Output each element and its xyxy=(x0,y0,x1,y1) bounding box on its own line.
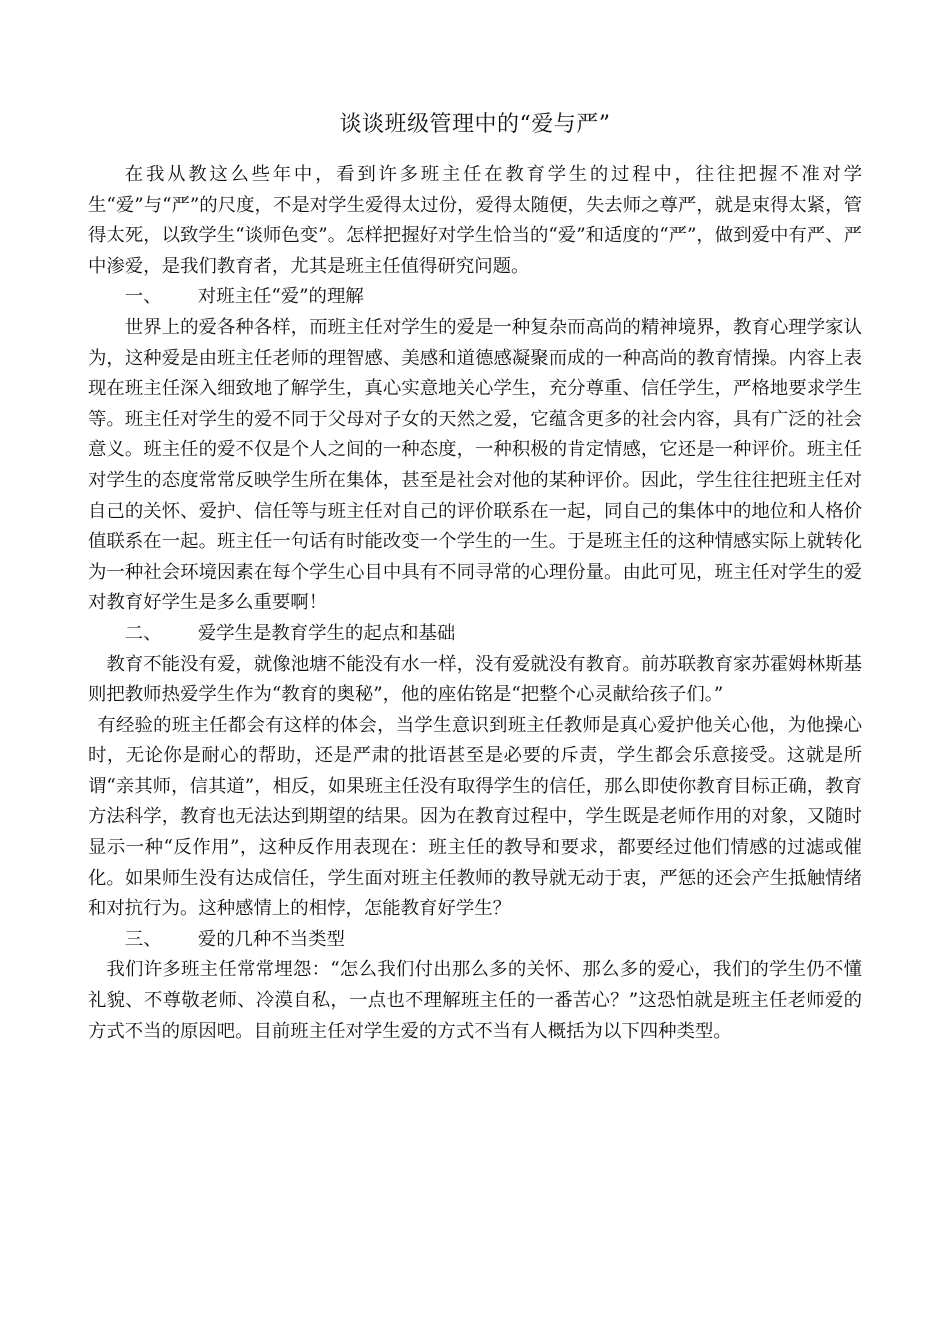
section-title-3: 爱的几种不当类型 xyxy=(197,928,345,950)
section-3-paragraph: 我们许多班主任常常埋怨：“怎么我们付出那么多的关怀、那么多的爱心，我们的学生仍不懂礼貌、不尊敬老师、冷漠自私，一点也不理解班主任的一番苦心？”这恐怕就是班主任老师爱的方式不当的原因吧。目前班主任对学生爱的方式不当有人概括为以下四种类型。 xyxy=(88,959,862,1042)
document-body xyxy=(88,160,862,1047)
section-2-paragraph-1: 教育不能没有爱，就像池塘不能没有水一样，没有爱就没有教育。前苏联教育家苏霍姆林斯基则把教师热爱学生作为“教育的奥秘”，他的座佑铭是“把整个心灵献给孩子们。” xyxy=(88,653,862,706)
document-title: 谈谈班级管理中的“爱与严” xyxy=(339,112,611,137)
section-2-paragraph-2: 有经验的班主任都会有这样的体会，当学生意识到班主任教师是真心爱护他关心他，为他操心时，无论你是耐心的帮助，还是严肃的批语甚至是必要的斥责，学生都会乐意接受。这就是所谓“亲其师，信其道”，相反，如果班主任没有取得学生的信任，那么即使你教育目标正确，教育方法科学，教育也无法达到期望的结果。因为在教育过程中，学生既是老师作用的对象，又随时显示一种“反作用”，这种反作用表现在：班主任的教导和要求，都要经过他们情感的过滤或催化。如果师生没有达成信任，学生面对班主任教师的教导就无动于衷，严惩的还会产生抵触情绪和对抗行为。这种感情上的相悖，怎能教育好学生？ xyxy=(88,714,862,920)
section-title-1: 对班主任“爱”的理解 xyxy=(197,286,364,308)
section-number-2: 二、 xyxy=(124,622,162,644)
section-heading-3 xyxy=(88,925,862,956)
section-number-1: 一、 xyxy=(124,286,162,308)
section-number-3: 三、 xyxy=(124,928,162,950)
section-heading-2 xyxy=(88,619,862,650)
section-heading-1 xyxy=(88,282,862,313)
section-1-paragraph: 世界上的爱各种各样，而班主任对学生的爱是一种复杂而高尚的精神境界，教育心理学家认为，这种爱是由班主任老师的理智感、美感和道德感凝聚而成的一种高尚的教育情操。内容上表现在班主任深入细致地了解学生，真心实意地关心学生，充分尊重、信任学生，严格地要求学生等。班主任对学生的爱不同于父母对子女的天然之爱，它蕴含更多的社会内容，具有广泛的社会意义。班主任的爱不仅是个人之间的一种态度，一种积极的肯定情感，它还是一种评价。班主任对学生的态度常常反映学生所在集体，甚至是社会对他的某种评价。因此，学生往往把班主任对自己的关怀、爱护、信任等与班主任对自己的评价联系在一起，同自己的集体中的地位和人格价值联系在一起。班主任一句话有时能改变一个学生的一生。于是班主任的这种情感实际上就转化为一种社会环境因素在每个学生心目中具有不同寻常的心理份量。由此可见，班主任对学生的爱对教育好学生是多么重要啊！ xyxy=(88,316,862,614)
section-title-2: 爱学生是教育学生的起点和基础 xyxy=(197,622,456,644)
intro-paragraph: 在我从教这么些年中，看到许多班主任在教育学生的过程中，往往把握不准对学生“爱”与“严”的尺度，不是对学生爱得太过份，爱得太随便，失去师之尊严，就是束得太紧，管得太死，以致学生“谈师色变”。怎样把握好对学生恰当的“爱”和适度的“严”，做到爱中有严、严中渗爱，是我们教育者，尤其是班主任值得研究问题。 xyxy=(88,164,862,277)
